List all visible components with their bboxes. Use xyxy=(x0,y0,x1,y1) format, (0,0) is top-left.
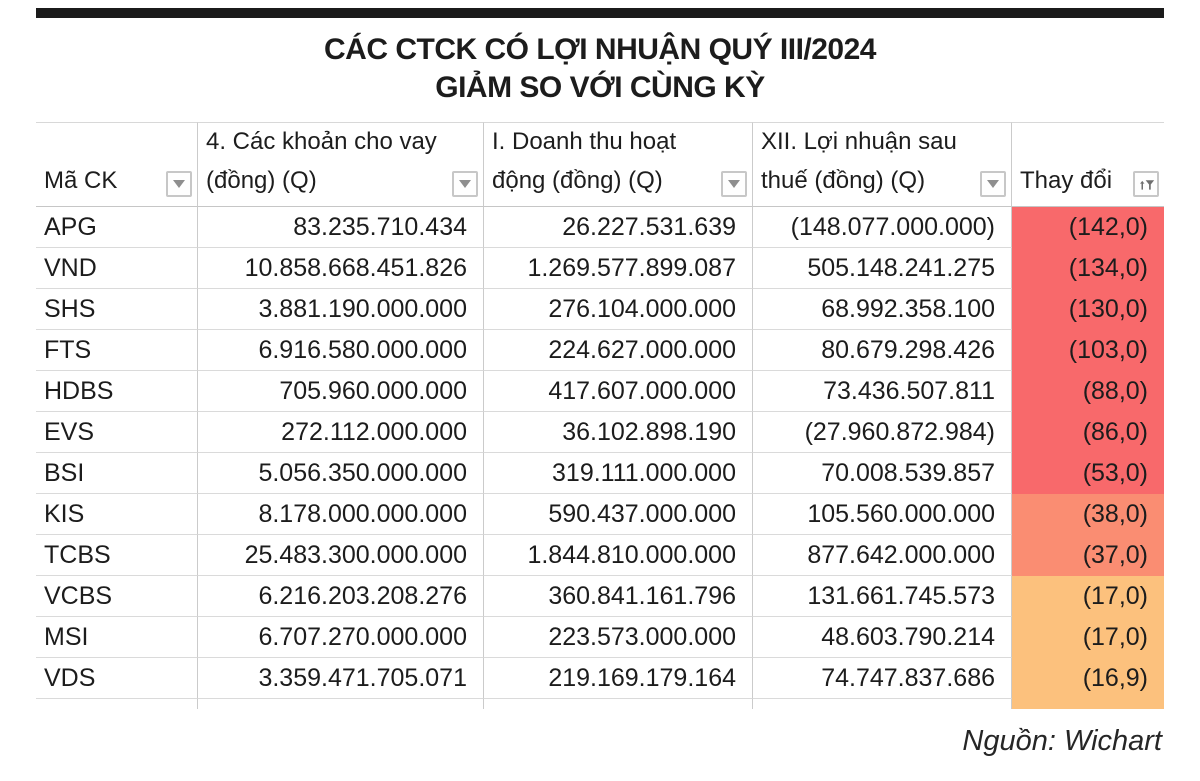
cell-revenue[interactable]: 1.269.577.899.087 xyxy=(484,248,753,289)
cell-revenue[interactable]: 276.104.000.000 xyxy=(484,289,753,330)
table-row xyxy=(36,412,1164,453)
results-table xyxy=(36,122,1164,709)
cell-profit[interactable]: 505.148.241.275 xyxy=(753,248,1012,289)
table-row xyxy=(36,371,1164,412)
cell-change[interactable]: (88,0) xyxy=(1012,371,1164,412)
column-header-label: Thay đổi xyxy=(1020,167,1113,194)
cell-loans[interactable]: 83.235.710.434 xyxy=(198,207,484,248)
table-row xyxy=(36,207,1164,248)
table-row-partial xyxy=(36,699,1164,709)
cell-loans[interactable]: 25.483.300.000.000 xyxy=(198,535,484,576)
cell-loans[interactable]: 3.359.471.705.071 xyxy=(198,658,484,699)
cell-change[interactable]: (134,0) xyxy=(1012,248,1164,289)
cell-code[interactable]: BSI xyxy=(36,453,198,494)
cell-revenue[interactable]: 223.573.000.000 xyxy=(484,617,753,658)
source-credit: Nguồn: Wichart xyxy=(962,725,1162,757)
cell-profit[interactable]: 74.747.837.686 xyxy=(753,658,1012,699)
cell-change[interactable]: (142,0) xyxy=(1012,207,1164,248)
table-row xyxy=(36,658,1164,699)
cell-code[interactable]: KIS xyxy=(36,494,198,535)
table-row xyxy=(36,289,1164,330)
cell-code[interactable]: APG xyxy=(36,207,198,248)
table-row xyxy=(36,617,1164,658)
chevron-down-icon xyxy=(728,180,740,188)
cell-code[interactable]: HDBS xyxy=(36,371,198,412)
page-title xyxy=(0,31,1200,107)
cell-empty xyxy=(198,699,484,709)
cell-change[interactable]: (17,0) xyxy=(1012,576,1164,617)
cell-profit[interactable]: 105.560.000.000 xyxy=(753,494,1012,535)
cell-empty xyxy=(484,699,753,709)
cell-change[interactable]: (38,0) xyxy=(1012,494,1164,535)
column-header-loi-nhuan[interactable] xyxy=(753,122,1012,207)
column-header-label: 4. Các khoản cho vay (đồng) (Q) xyxy=(206,128,437,194)
cell-revenue[interactable]: 224.627.000.000 xyxy=(484,330,753,371)
page-title-line1: CÁC CTCK CÓ LỢI NHUẬN QUÝ III/2024 xyxy=(324,33,876,66)
cell-code[interactable]: SHS xyxy=(36,289,198,330)
table-body xyxy=(36,207,1164,709)
cell-revenue[interactable]: 417.607.000.000 xyxy=(484,371,753,412)
cell-change[interactable]: (17,0) xyxy=(1012,617,1164,658)
cell-loans[interactable]: 6.916.580.000.000 xyxy=(198,330,484,371)
cell-revenue[interactable]: 360.841.161.796 xyxy=(484,576,753,617)
filter-dropdown-icon[interactable] xyxy=(166,171,192,197)
cell-change[interactable]: (53,0) xyxy=(1012,453,1164,494)
cell-loans[interactable]: 5.056.350.000.000 xyxy=(198,453,484,494)
cell-loans[interactable]: 3.881.190.000.000 xyxy=(198,289,484,330)
filter-sorted-icon[interactable] xyxy=(1133,171,1159,197)
cell-profit[interactable]: 73.436.507.811 xyxy=(753,371,1012,412)
cell-change[interactable]: (103,0) xyxy=(1012,330,1164,371)
cell-code[interactable]: VCBS xyxy=(36,576,198,617)
cell-revenue[interactable]: 26.227.531.639 xyxy=(484,207,753,248)
column-header-cho-vay[interactable] xyxy=(198,122,484,207)
cell-change[interactable]: (16,9) xyxy=(1012,658,1164,699)
column-header-ma-ck[interactable] xyxy=(36,122,198,207)
chevron-down-icon xyxy=(459,180,471,188)
cell-profit[interactable]: (148.077.000.000) xyxy=(753,207,1012,248)
cell-revenue[interactable]: 590.437.000.000 xyxy=(484,494,753,535)
cell-loans[interactable]: 10.858.668.451.826 xyxy=(198,248,484,289)
cell-profit[interactable]: 68.992.358.100 xyxy=(753,289,1012,330)
sort-up-funnel-icon xyxy=(1138,176,1155,193)
cell-profit[interactable]: 877.642.000.000 xyxy=(753,535,1012,576)
cell-code[interactable]: MSI xyxy=(36,617,198,658)
table-row xyxy=(36,494,1164,535)
cell-change[interactable]: (130,0) xyxy=(1012,289,1164,330)
table-row xyxy=(36,453,1164,494)
cell-profit[interactable]: 80.679.298.426 xyxy=(753,330,1012,371)
filter-dropdown-icon[interactable] xyxy=(980,171,1006,197)
cell-code[interactable]: FTS xyxy=(36,330,198,371)
column-header-thay-doi[interactable] xyxy=(1012,122,1164,207)
cell-loans[interactable]: 272.112.000.000 xyxy=(198,412,484,453)
cell-code[interactable]: VDS xyxy=(36,658,198,699)
cell-revenue[interactable]: 1.844.810.000.000 xyxy=(484,535,753,576)
top-rule xyxy=(36,8,1164,18)
cell-loans[interactable]: 6.216.203.208.276 xyxy=(198,576,484,617)
cell-loans[interactable]: 8.178.000.000.000 xyxy=(198,494,484,535)
cell-loans[interactable]: 6.707.270.000.000 xyxy=(198,617,484,658)
cell-change[interactable]: (86,0) xyxy=(1012,412,1164,453)
cell-code[interactable]: TCBS xyxy=(36,535,198,576)
table-row xyxy=(36,248,1164,289)
column-header-doanh-thu[interactable] xyxy=(484,122,753,207)
cell-profit[interactable]: (27.960.872.984) xyxy=(753,412,1012,453)
cell-empty xyxy=(753,699,1012,709)
cell-revenue[interactable]: 219.169.179.164 xyxy=(484,658,753,699)
table-row xyxy=(36,535,1164,576)
filter-dropdown-icon[interactable] xyxy=(452,171,478,197)
chevron-down-icon xyxy=(987,180,999,188)
cell-code[interactable]: VND xyxy=(36,248,198,289)
cell-profit[interactable]: 70.008.539.857 xyxy=(753,453,1012,494)
column-header-label: I. Doanh thu hoạt động (đồng) (Q) xyxy=(492,128,677,194)
cell-loans[interactable]: 705.960.000.000 xyxy=(198,371,484,412)
cell-revenue[interactable]: 319.111.000.000 xyxy=(484,453,753,494)
cell-change[interactable]: (37,0) xyxy=(1012,535,1164,576)
table-header-row xyxy=(36,122,1164,207)
column-header-label: XII. Lợi nhuận sau thuế (đồng) (Q) xyxy=(761,128,957,194)
page-title-line2: GIẢM SO VỚI CÙNG KỲ xyxy=(435,71,765,104)
cell-revenue[interactable]: 36.102.898.190 xyxy=(484,412,753,453)
cell-empty xyxy=(1012,699,1164,709)
chevron-down-icon xyxy=(173,180,185,188)
table-row xyxy=(36,576,1164,617)
column-header-label: Mã CK xyxy=(44,167,118,194)
cell-profit[interactable]: 48.603.790.214 xyxy=(753,617,1012,658)
table-row xyxy=(36,330,1164,371)
cell-profit[interactable]: 131.661.745.573 xyxy=(753,576,1012,617)
cell-code[interactable]: EVS xyxy=(36,412,198,453)
filter-dropdown-icon[interactable] xyxy=(721,171,747,197)
cell-empty xyxy=(36,699,198,709)
